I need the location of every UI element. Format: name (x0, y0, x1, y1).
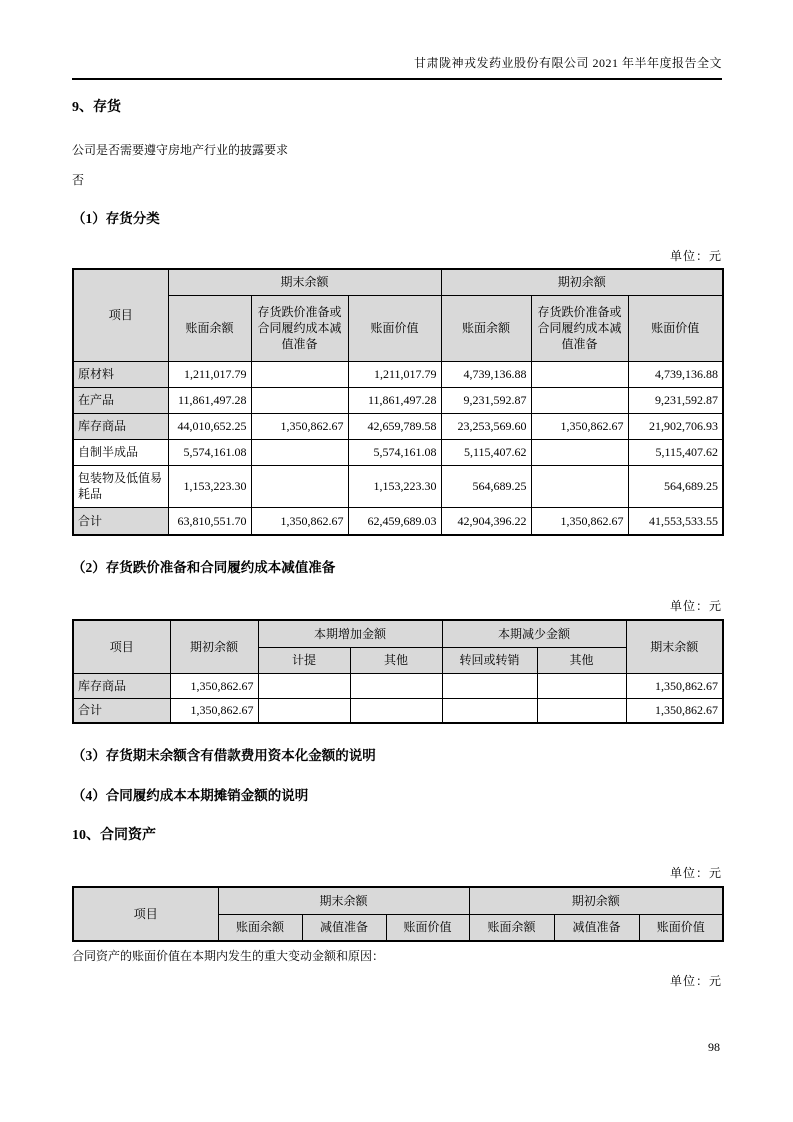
t1-value-cell: 5,574,161.08 (168, 439, 251, 465)
t1-value-cell: 4,739,136.88 (628, 361, 723, 387)
t2-item-cell: 合计 (73, 698, 170, 723)
disclosure-question: 公司是否需要遵守房地产行业的披露要求 (72, 143, 289, 157)
t1-value-cell (531, 361, 628, 387)
t1-value-cell: 5,115,407.62 (628, 439, 723, 465)
t1-value-cell: 42,904,396.22 (441, 507, 531, 535)
t1-value-cell: 41,553,533.55 (628, 507, 723, 535)
t2-header-row-groups (73, 620, 723, 647)
t1-value-cell (251, 361, 348, 387)
t2-value-cell (258, 673, 350, 698)
t1-value-cell: 1,153,223.30 (168, 465, 251, 507)
t2-header-closing: 期末余额 (626, 620, 723, 673)
t2-header-increase: 本期增加金额 (258, 620, 442, 647)
t2-header-reversal: 转回或转销 (442, 647, 537, 673)
t2-header-accrual: 计提 (258, 647, 350, 673)
t2-row-total (73, 698, 723, 723)
t1-value-cell (531, 439, 628, 465)
t2-item-cell: 库存商品 (73, 673, 170, 698)
t3-header-period-begin: 期初余额 (469, 887, 723, 914)
t1-row-total (73, 507, 723, 535)
subsection-3-heading: （3）存货期末余额含有借款费用资本化金额的说明 (72, 748, 376, 763)
t1-value-cell: 564,689.25 (441, 465, 531, 507)
t1-value-cell: 9,231,592.87 (628, 387, 723, 413)
t1-row-packaging (73, 465, 723, 507)
contract-assets-change-note: 合同资产的账面价值在本期内发生的重大变动金额和原因： (72, 949, 385, 963)
t3-header-book-balance-begin: 账面余额 (469, 914, 554, 941)
t3-header-row-groups (73, 887, 723, 914)
t1-value-cell: 1,153,223.30 (348, 465, 441, 507)
subsection-1-heading: （1）存货分类 (72, 211, 160, 226)
subsection-4-heading: （4）合同履约成本本期摊销金额的说明 (72, 788, 309, 803)
t1-value-cell: 1,350,862.67 (531, 413, 628, 439)
t2-row-finished-goods (73, 673, 723, 698)
t1-header-book-balance-begin: 账面余额 (441, 295, 531, 361)
t1-value-cell (251, 439, 348, 465)
t3-header-item: 项目 (73, 887, 218, 941)
t1-value-cell: 23,253,569.60 (441, 413, 531, 439)
t2-header-opening: 期初余额 (170, 620, 258, 673)
t1-header-book-balance-end: 账面余额 (168, 295, 251, 361)
t3-header-impairment-begin: 减值准备 (554, 914, 639, 941)
t2-value-cell (258, 698, 350, 723)
t1-value-cell: 63,810,551.70 (168, 507, 251, 535)
t1-value-cell: 1,350,862.67 (251, 413, 348, 439)
t2-value-cell: 1,350,862.67 (170, 698, 258, 723)
t1-value-cell (251, 465, 348, 507)
t1-item-cell: 合计 (73, 507, 168, 535)
t1-item-cell: 在产品 (73, 387, 168, 413)
t3-header-period-end: 期末余额 (218, 887, 469, 914)
t1-value-cell: 9,231,592.87 (441, 387, 531, 413)
section-9-heading: 9、存货 (72, 100, 121, 115)
unit-label-4: 单位：元 (669, 974, 722, 988)
contract-assets-table (72, 886, 724, 942)
t1-header-item: 项目 (73, 269, 168, 361)
t3-header-book-value-begin: 账面价值 (639, 914, 723, 941)
t1-header-row-subs (73, 295, 723, 361)
t1-row-finished-goods (73, 413, 723, 439)
t2-value-cell: 1,350,862.67 (626, 698, 723, 723)
t2-header-decrease-other: 其他 (537, 647, 626, 673)
t1-row-work-in-progress (73, 387, 723, 413)
t1-value-cell: 62,459,689.03 (348, 507, 441, 535)
t1-value-cell: 11,861,497.28 (348, 387, 441, 413)
t2-value-cell: 1,350,862.67 (170, 673, 258, 698)
t1-value-cell: 5,574,161.08 (348, 439, 441, 465)
t1-value-cell: 21,902,706.93 (628, 413, 723, 439)
t1-row-raw-materials (73, 361, 723, 387)
t1-value-cell: 11,861,497.28 (168, 387, 251, 413)
t1-value-cell: 1,350,862.67 (251, 507, 348, 535)
t2-value-cell (350, 698, 442, 723)
unit-label-1: 单位：元 (669, 249, 722, 263)
t1-value-cell: 44,010,652.25 (168, 413, 251, 439)
document-header (72, 0, 722, 80)
t1-value-cell: 1,350,862.67 (531, 507, 628, 535)
t1-value-cell: 1,211,017.79 (168, 361, 251, 387)
t1-value-cell: 1,211,017.79 (348, 361, 441, 387)
t1-value-cell: 4,739,136.88 (441, 361, 531, 387)
inventory-provision-table (72, 619, 724, 724)
t1-value-cell: 5,115,407.62 (441, 439, 531, 465)
section-10-heading: 10、合同资产 (72, 828, 156, 843)
t3-header-book-value-end: 账面价值 (386, 914, 469, 941)
t2-value-cell (442, 698, 537, 723)
t1-value-cell (531, 465, 628, 507)
t3-header-book-balance-end: 账面余额 (218, 914, 302, 941)
t1-row-semi-finished (73, 439, 723, 465)
t2-value-cell (442, 673, 537, 698)
page-content (72, 0, 722, 988)
t2-header-item: 项目 (73, 620, 170, 673)
t1-item-cell: 包装物及低值易耗品 (73, 465, 168, 507)
t2-value-cell: 1,350,862.67 (626, 673, 723, 698)
t1-header-provision-end: 存货跌价准备或合同履约成本减值准备 (251, 295, 348, 361)
unit-label-2: 单位：元 (669, 599, 722, 613)
disclosure-answer: 否 (72, 173, 85, 187)
t1-item-cell: 原材料 (73, 361, 168, 387)
t2-header-increase-other: 其他 (350, 647, 442, 673)
t1-header-period-end: 期末余额 (168, 269, 441, 295)
inventory-classification-table (72, 268, 724, 536)
t1-item-cell: 库存商品 (73, 413, 168, 439)
t1-header-book-value-begin: 账面价值 (628, 295, 723, 361)
document-header-title: 甘肃陇神戎发药业股份有限公司 2021 年半年度报告全文 (413, 56, 722, 70)
t3-header-impairment-end: 减值准备 (302, 914, 386, 941)
page-number: 98 (708, 1040, 720, 1054)
t1-value-cell (251, 387, 348, 413)
t1-header-provision-begin: 存货跌价准备或合同履约成本减值准备 (531, 295, 628, 361)
t1-header-period-begin: 期初余额 (441, 269, 723, 295)
t2-value-cell (350, 673, 442, 698)
t1-value-cell (531, 387, 628, 413)
t2-value-cell (537, 698, 626, 723)
t1-value-cell: 564,689.25 (628, 465, 723, 507)
t1-header-row-groups (73, 269, 723, 295)
unit-label-3: 单位：元 (669, 866, 722, 880)
subsection-2-heading: （2）存货跌价准备和合同履约成本减值准备 (72, 560, 336, 575)
t1-value-cell: 42,659,789.58 (348, 413, 441, 439)
t2-value-cell (537, 673, 626, 698)
t1-item-cell: 自制半成品 (73, 439, 168, 465)
t2-header-decrease: 本期减少金额 (442, 620, 626, 647)
t1-header-book-value-end: 账面价值 (348, 295, 441, 361)
